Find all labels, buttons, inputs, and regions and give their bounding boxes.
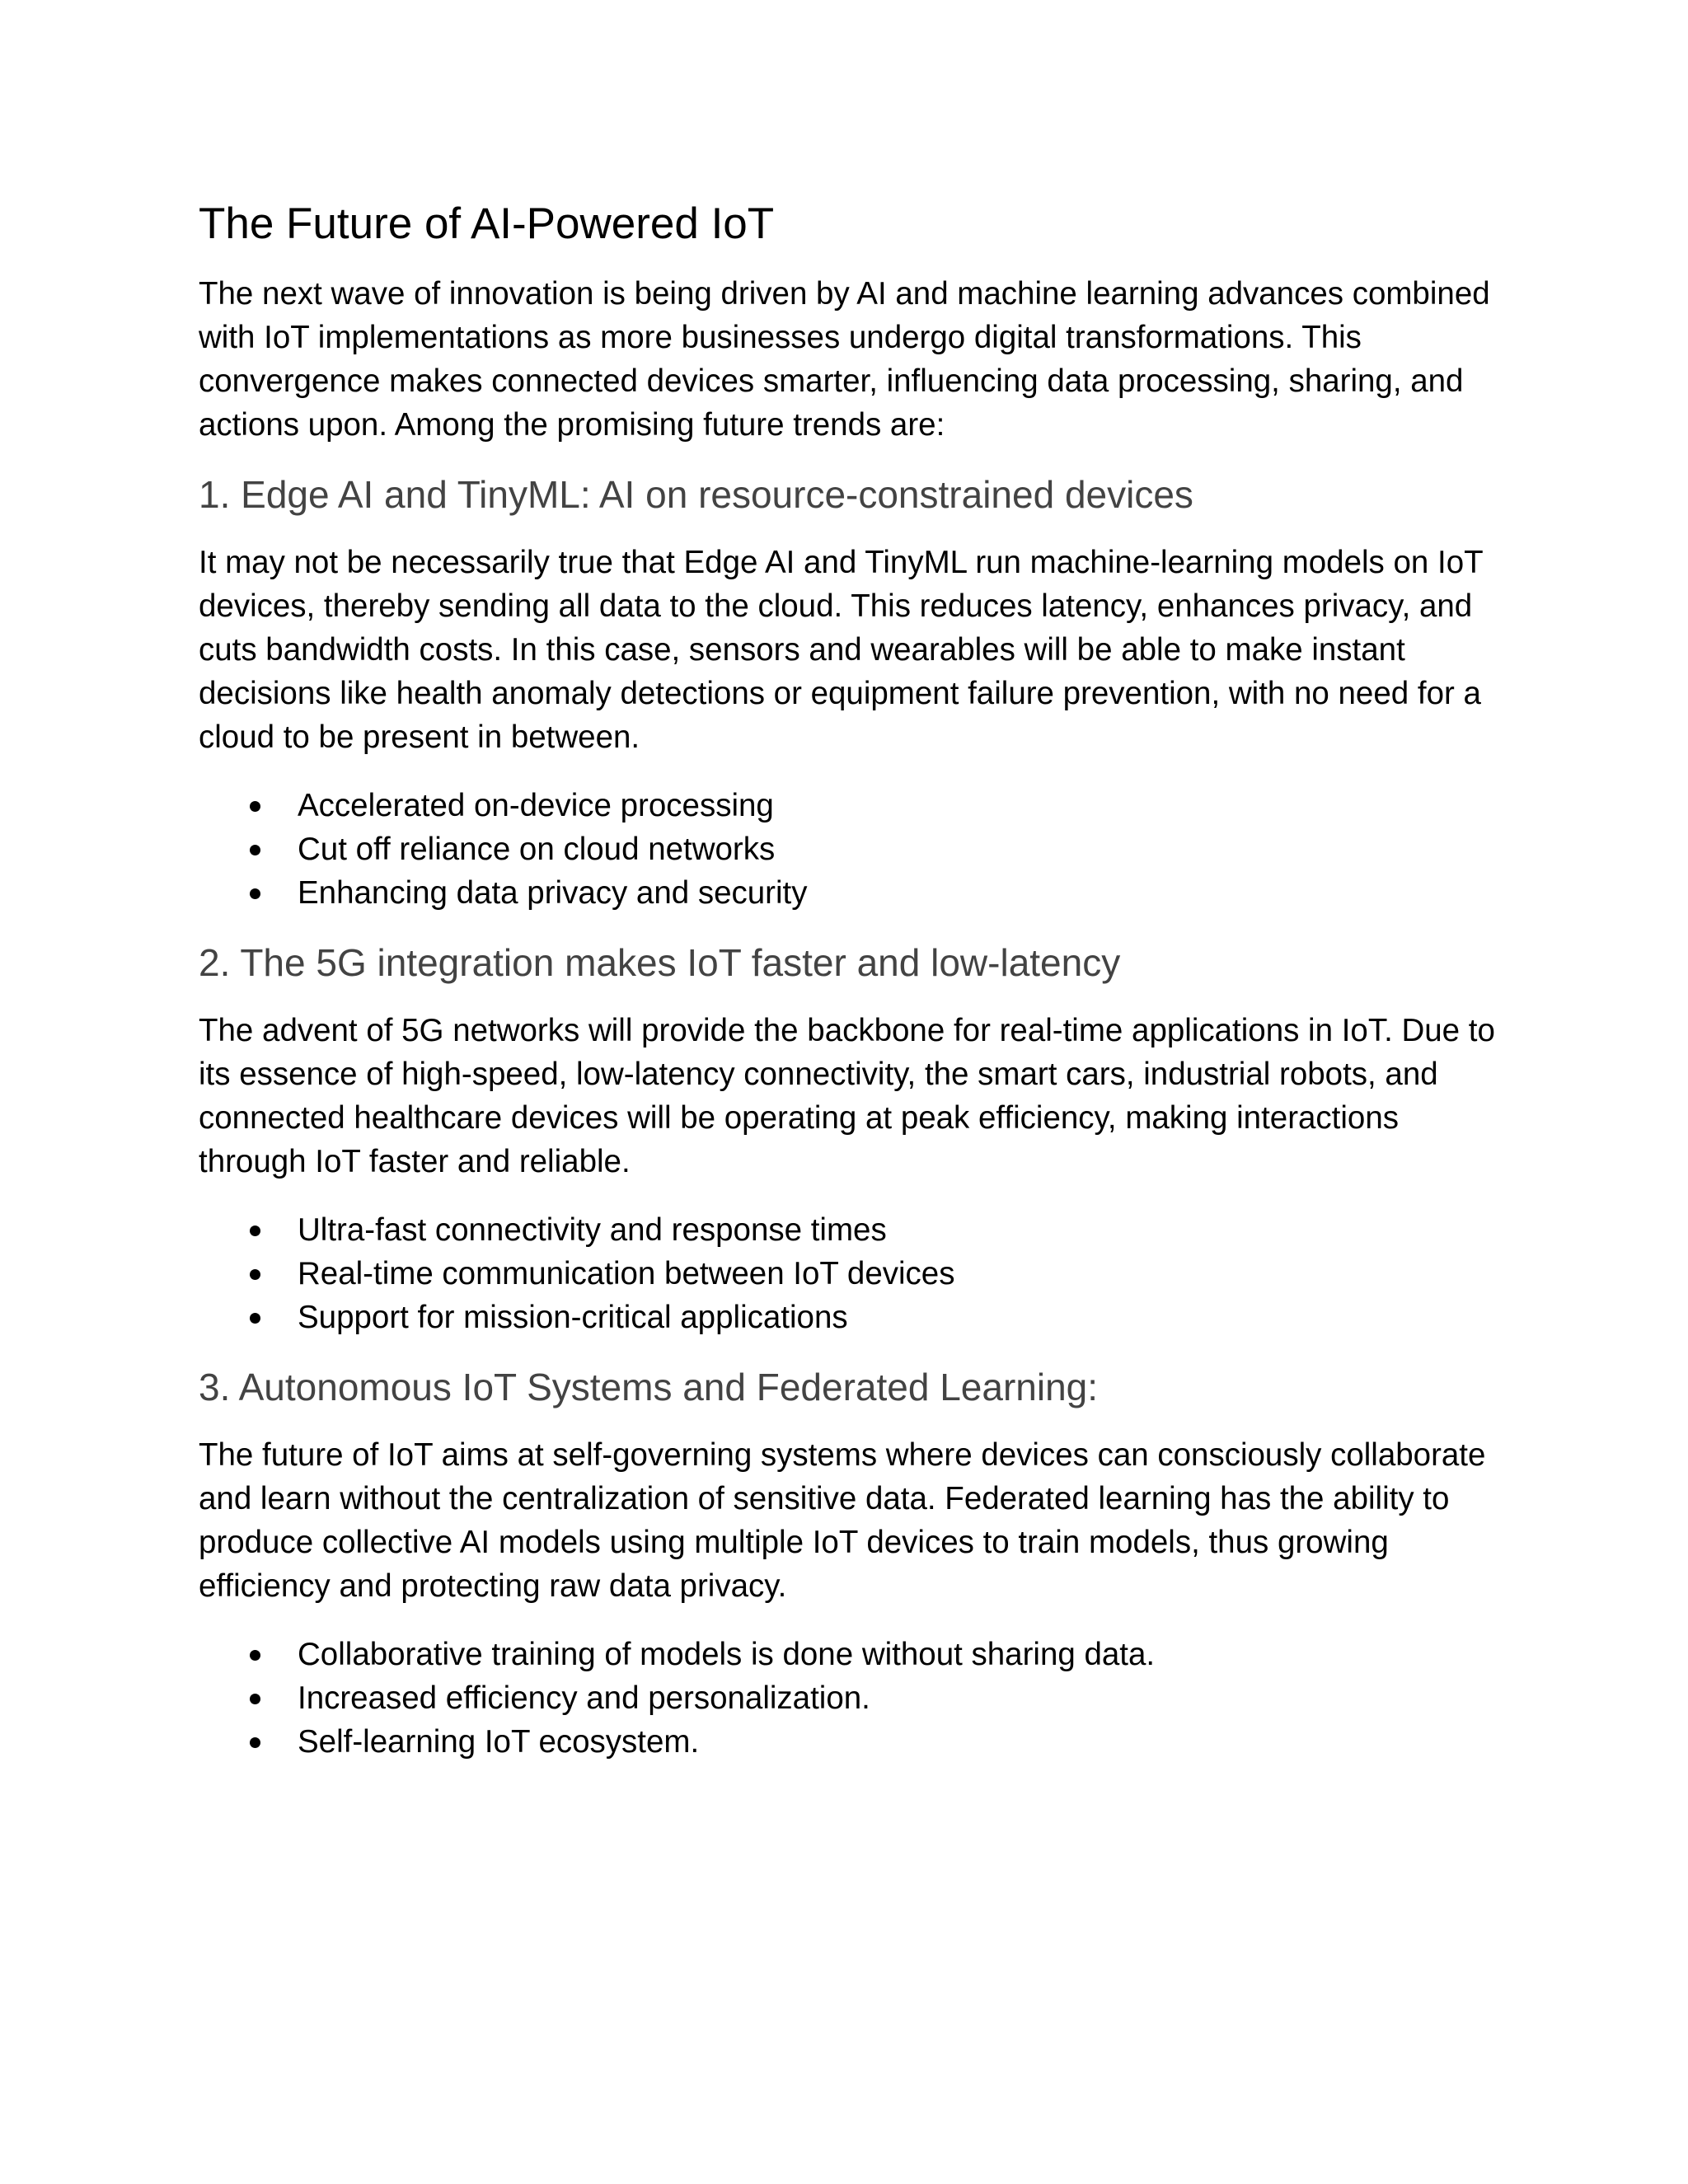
section-body-federated: The future of IoT aims at self-governing systems where devices can consciously collaborate and learn without the centralization of sensitive data. Federated learning has the ability to produce collective AI models using multiple IoT devices to train models, thus growing efficiency and protecting raw data privacy. — [199, 1437, 1486, 1604]
bullet-icon — [250, 801, 260, 812]
list-item-text: Accelerated on-device processing — [298, 788, 774, 823]
list-item-text: Ultra-fast connectivity and response times — [298, 1212, 887, 1248]
list-item-text: Self-learning IoT ecosystem. — [298, 1724, 700, 1760]
bullet-icon — [250, 845, 260, 855]
bullet-icon — [250, 888, 260, 899]
list-item — [199, 1633, 1501, 1676]
intro-paragraph: The next wave of innovation is being driven by AI and machine learning advances combined with IoT implementations as more businesses undergo digital transformations. This convergence makes connected devices smarter, influencing data processing, sharing, and actions upon. Among the promising future trends are: — [199, 276, 1490, 443]
list-item — [199, 1208, 1501, 1252]
bullet-icon — [250, 1650, 260, 1661]
section-body-5g: The advent of 5G networks will provide the backbone for real-time applications in IoT. Due to its essence of high-speed, low-latency connectivity, the smart cars, industrial robots, and connected healthcare devices will be operating at peak efficiency, making interactions through IoT faster and reliable. — [199, 1013, 1495, 1179]
list-item — [199, 871, 1501, 915]
list-item — [199, 827, 1501, 871]
list-item — [199, 1720, 1501, 1764]
bullet-icon — [250, 1313, 260, 1324]
bullet-list-edge-ai — [199, 784, 1501, 915]
section-heading-federated: 3. Autonomous IoT Systems and Federated Learning: — [199, 1366, 1099, 1408]
list-item — [199, 1676, 1501, 1720]
list-item-text: Cut off reliance on cloud networks — [298, 832, 776, 867]
bullet-icon — [250, 1737, 260, 1748]
document-title: The Future of AI-Powered IoT — [199, 199, 775, 248]
list-item-text: Collaborative training of models is done without sharing data. — [298, 1637, 1156, 1672]
list-item-text: Increased efficiency and personalization. — [298, 1680, 870, 1716]
bullet-list-5g — [199, 1208, 1501, 1339]
bullet-icon — [250, 1226, 260, 1236]
bullet-list-federated — [199, 1633, 1501, 1764]
document-content — [199, 194, 1501, 1764]
section-heading-5g: 2. The 5G integration makes IoT faster and low-latency — [199, 941, 1121, 984]
list-item-text: Real-time communication between IoT devices — [298, 1256, 955, 1291]
list-item — [199, 1252, 1501, 1296]
list-item-text: Support for mission-critical applications — [298, 1300, 848, 1335]
bullet-icon — [250, 1269, 260, 1280]
list-item — [199, 784, 1501, 827]
section-heading-edge-ai: 1. Edge AI and TinyML: AI on resource-constrained devices — [199, 473, 1193, 516]
section-body-edge-ai: It may not be necessarily true that Edge AI and TinyML run machine-learning models on IoT devices, thereby sending all data to the cloud. This reduces latency, enhances privacy, and cuts bandwidth costs. In this case, sensors and wearables will be able to make instant decisions like health anomaly detections or equipment failure prevention, with no need for a cloud to be present in between. — [199, 545, 1483, 755]
list-item — [199, 1296, 1501, 1339]
bullet-icon — [250, 1694, 260, 1704]
list-item-text: Enhancing data privacy and security — [298, 875, 808, 911]
